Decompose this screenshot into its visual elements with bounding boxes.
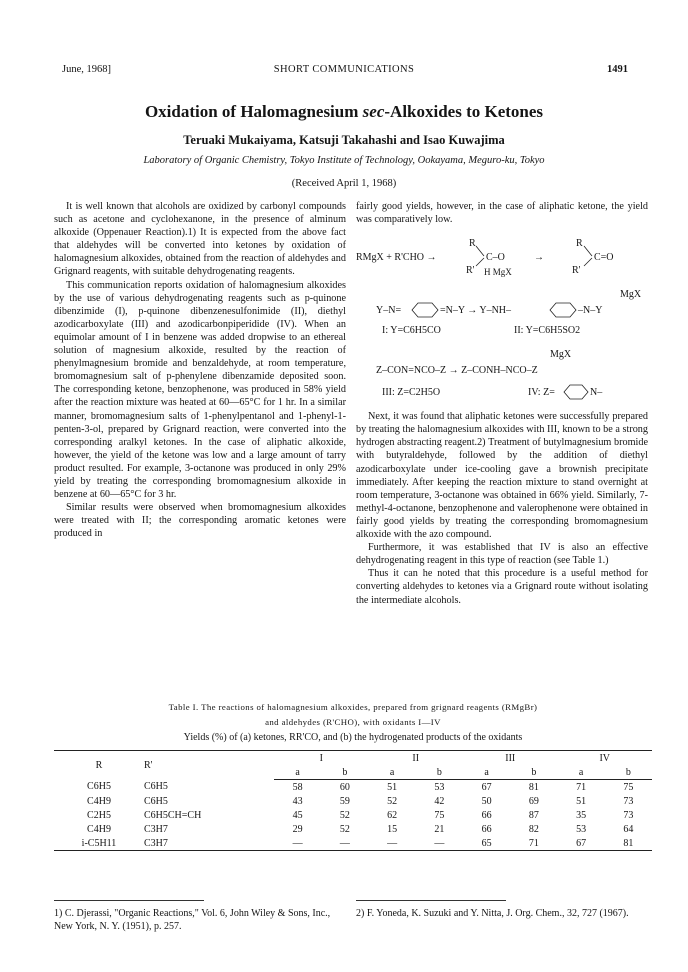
table-cell: 45	[292, 809, 303, 821]
reaction-schemes	[356, 226, 648, 492]
article-title: Oxidation of Halomagnesium sec-Alkoxides to Ketones	[144, 102, 544, 121]
table-cell: 42	[434, 795, 445, 807]
paragraph: Furthermore, it was established that IV is also an effective dehydrogenating reagent in this type of reaction (see Table 1.)	[356, 542, 648, 567]
sub-a: a	[274, 765, 321, 780]
authors: Teruaki Mukaiyama, Katsuji Takahashi and Isao Kuwajima	[183, 133, 505, 147]
table-cell: 58	[292, 781, 303, 793]
scheme-3-equation: Z–CON=NCO–Z → Z–CONH–NCO–Z	[376, 365, 538, 377]
sub-a: a	[558, 765, 605, 780]
table-cell: i-C5H11	[54, 836, 144, 851]
sub-b: b	[321, 765, 368, 780]
received-date: (Received April 1, 1968)	[291, 178, 397, 189]
table-cell: C6H5	[144, 781, 168, 793]
oxidant-header: III	[463, 751, 558, 766]
sub-a: a	[463, 765, 510, 780]
table-cell: 87	[528, 809, 539, 821]
running-section: SHORT COMMUNICATIONS	[273, 64, 415, 75]
table-cell: 75	[623, 781, 634, 793]
table-cell: 35	[576, 809, 587, 821]
scheme-1-ketone: C=O	[594, 252, 614, 264]
table-cell: —	[274, 836, 321, 851]
footnote-rule	[356, 900, 506, 901]
table-row	[54, 780, 652, 795]
table-cell: 82	[528, 823, 539, 835]
table-cell: 73	[623, 809, 634, 821]
table-cell: 15	[387, 823, 398, 835]
table-cell: C3H7	[144, 823, 168, 835]
table-cell: 50	[481, 795, 492, 807]
table-row	[54, 822, 652, 836]
left-column	[54, 200, 346, 540]
scheme-3-mgx: MgX	[550, 349, 572, 361]
sub-b: b	[416, 765, 463, 780]
scheme-2-label-i: I: Y=C6H5CO	[382, 325, 441, 337]
paragraph: fairly good yields, however, in the case of aliphatic ketone, the yield was comparatively low.	[356, 201, 648, 226]
table-cell: 53	[434, 781, 445, 793]
paragraph: This communication reports oxidation of halomagnesium alkoxides by the use of various dehydrogenating reagents such as p-quinone dibenzimide (I), p-quinone dibenzenesulfonimide (II), diethyl azodicarboxylate (III) and azodicarbonpiperidide (IV). When an equimolar amount of I in benzene was added dropwise to an ethereal solution of magnesium alkoxide, resulted by the reaction of phenylmagnesium bromide and benzaldehyde, at room temperature, bromomagnesium salt of p-phenylene dibenzamide deposited soon. The corresponding ketone, benzophenone, was produced in 58% yield after the reaction mixture was heated at 60—65°C for 1 hr. In a similar manner, bromomagnesium salts of 1-phenylpentanol and 1-phenyl-1-penten-3-ol, prepared by Grignard reaction, were converted into the corresponding aralkyl ketones. In the case of aliphatic alkoxide, however, the yield of the ketone was low and a large amount of tarry product resulted. For example, 3-octanone was produced in only 29% yield by treating the corresponding bromomagnesium alkoxide in benzene at 60—65°C for 3 hr.	[54, 279, 346, 501]
table-caption: Table I. The reactions of halomagnesium alkoxides, prepared from grignard reagents (RMgBr) and aldehydes (R'CHO), with oxidants I—IV Yields (%) of (a) ketones, RR'CO, and (b) the hydrogenated products of the oxidants	[168, 702, 538, 743]
scheme-1-reactants: RMgX + R'CHO →	[356, 252, 437, 264]
table-cell: 53	[576, 823, 587, 835]
table-cell: 52	[339, 809, 350, 821]
sub-b: b	[510, 765, 557, 780]
table-cell: 51	[576, 795, 587, 807]
table-cell: C3H7	[144, 836, 274, 851]
scheme-2-mid: =N–Y → Y–NH–	[440, 305, 512, 317]
table-cell: 62	[387, 809, 398, 821]
table-cell: —	[321, 836, 368, 851]
scheme-2-label-ii: II: Y=C6H5SO2	[514, 325, 581, 337]
scheme-2-left: Y–N=	[376, 305, 402, 317]
table-cell: C6H5	[144, 795, 168, 807]
table-cell: 59	[339, 795, 350, 807]
scheme-1-r-prime: R'	[466, 265, 475, 277]
scheme-3-label-iv: IV: Z=	[528, 387, 555, 399]
col-r-header: R	[54, 751, 144, 780]
scheme-1-r: R	[469, 238, 476, 250]
table-cell: 65	[463, 836, 510, 851]
results-table	[54, 750, 652, 851]
sub-a: a	[369, 765, 416, 780]
table-cell: 43	[292, 795, 303, 807]
running-date: June, 1968]	[62, 64, 111, 75]
paragraph: Thus it can he noted that this procedure is a useful method for converting aldehydes to ketones via a Grignard route without isolating the intermediate alcohols.	[356, 568, 648, 606]
table-cell: 67	[558, 836, 605, 851]
oxidant-header: IV	[558, 751, 653, 766]
footnote-rule	[54, 900, 204, 901]
table-cell: 52	[387, 795, 398, 807]
table-cell: 81	[605, 836, 652, 851]
scheme-3-label-iii: III: Z=C2H5O	[382, 387, 441, 399]
table-cell: 52	[339, 823, 350, 835]
table-cell: 75	[434, 809, 445, 821]
table-cell: 60	[339, 781, 350, 793]
table-cell: C6H5CH=CH	[144, 809, 202, 821]
table-cell: 66	[481, 823, 492, 835]
right-column	[356, 200, 648, 607]
footnote-1: 1) C. Djerassi, "Organic Reactions," Vol. 6, John Wiley & Sons, Inc., New York, N. Y. (1951), p. 257.	[54, 908, 331, 932]
table-cell: 73	[623, 795, 634, 807]
table-cell: C2H5	[87, 809, 111, 821]
table-cell: 64	[623, 823, 634, 835]
table-row	[54, 836, 652, 851]
table-cell: C4H9	[87, 795, 111, 807]
table-row	[54, 808, 652, 822]
table-cell: 71	[510, 836, 557, 851]
table-cell: 71	[576, 781, 587, 793]
sub-b: b	[605, 765, 652, 780]
footnote-2: 2) F. Yoneda, K. Suzuki and Y. Nitta, J. Org. Chem., 32, 727 (1967).	[356, 908, 629, 919]
scheme-2-right: –N–Y	[578, 305, 603, 317]
oxidant-header: I	[274, 751, 369, 766]
table-cell: C6H5	[87, 781, 111, 793]
scheme-1-h-mgx: H MgX	[484, 267, 512, 278]
table-cell: —	[369, 836, 416, 851]
table-cell: 29	[292, 823, 303, 835]
oxidant-header: II	[369, 751, 464, 766]
scheme-1-arrow: →	[534, 252, 544, 264]
table-cell: 67	[481, 781, 492, 793]
table-cell: 81	[528, 781, 539, 793]
scheme-1-r2-prime: R'	[572, 265, 581, 277]
table-cell: C4H9	[87, 823, 111, 835]
paragraph: It is well known that alcohols are oxidized by carbonyl compounds such as acetone and cyclohexanone, in the presence of alminum alkoxide (Oppenauer Reaction).1) It is expected from the above fact that aldehydes will be converted into ketones by oxidation of halomagnesium alkoxides, obtained from the reaction of aldehydes and Grignard reagents, with suitable dehydrogenating reagents.	[54, 201, 346, 278]
table-row	[54, 794, 652, 808]
affiliation: Laboratory of Organic Chemistry, Tokyo Institute of Technology, Ookayama, Meguro-ku, Tokyo	[143, 155, 545, 166]
page-number: 1491	[607, 64, 628, 75]
scheme-1-alkoxide: C–O	[486, 252, 505, 264]
table-cell: 21	[434, 823, 445, 835]
table-cell: 69	[528, 795, 539, 807]
paragraph: Similar results were observed when bromomagnesium alkoxides were treated with II; the corresponding aromatic ketones were produced in	[54, 502, 346, 540]
table-cell: 51	[387, 781, 398, 793]
paragraph: Next, it was found that aliphatic ketones were successfully prepared by treating the halomagnesium alkoxides with III, known to be a strong hydrogen abstracting reagent.2) Treatment of butylmagnesium bromide with butyraldehyde, followed by the addition of diethyl azodicarboxylate under ice-cooling gave a brownish precipitate immediately. After keeping the reaction mixture to stand overnight at room temperature, 3-octanone was obtained in 66% yield. Similarly, 7-methyl-4-octanone, benzophenone and valerophenone were obtained in fairly good yields by treating the corresponding bromomagnesium alkoxide with the azo compound.	[356, 411, 648, 541]
table-cell: —	[416, 836, 463, 851]
scheme-1-r2: R	[576, 238, 583, 250]
scheme-3-piperidine-n: N–	[590, 387, 603, 399]
scheme-2-mgx: MgX	[620, 289, 642, 301]
table-cell: 66	[481, 809, 492, 821]
col-r2-header: R'	[144, 751, 274, 780]
